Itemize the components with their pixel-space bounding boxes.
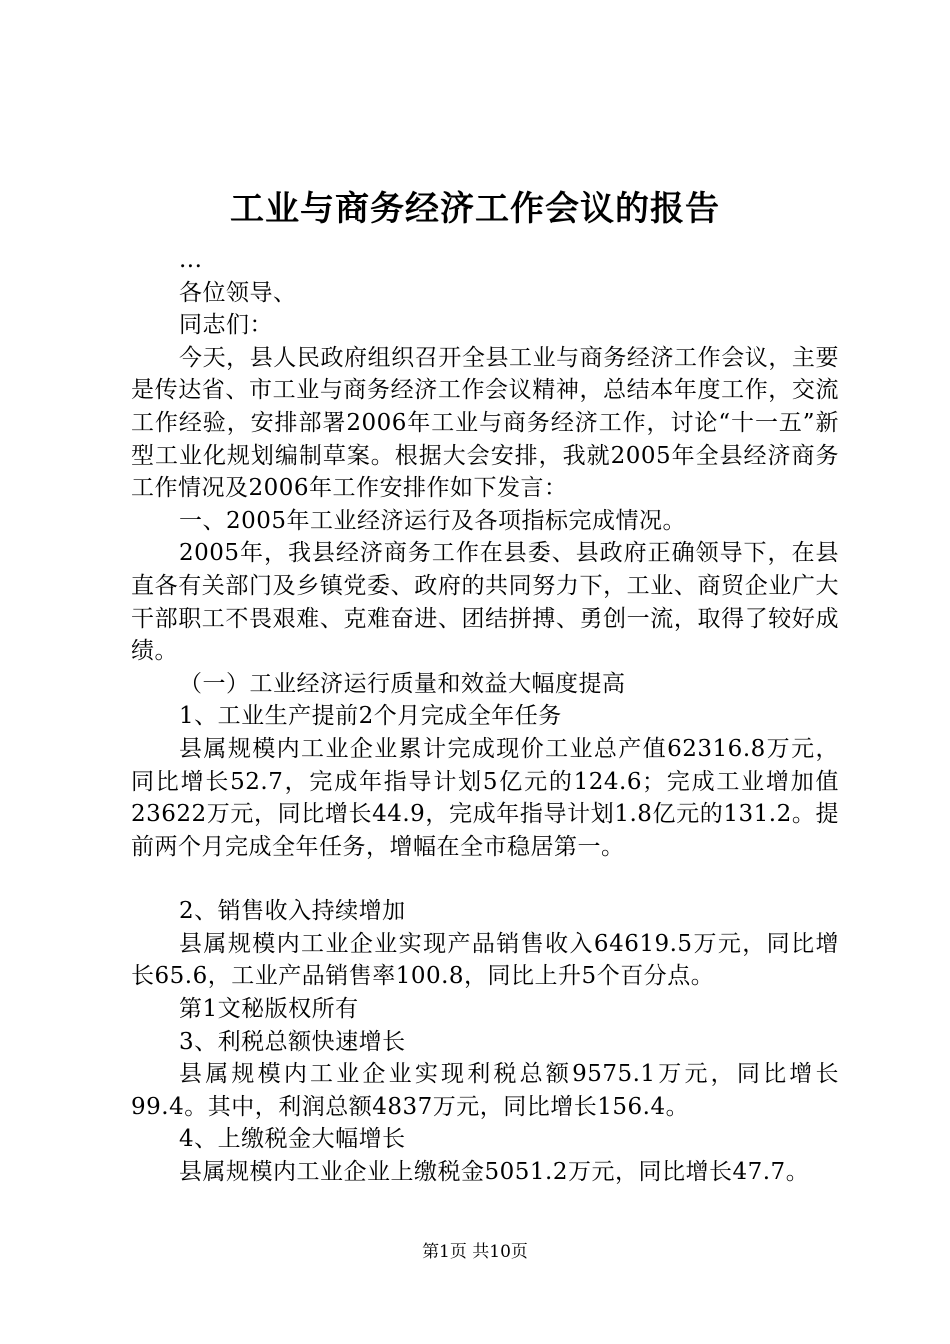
item-3-title: 3、利税总额快速增长 bbox=[179, 1028, 406, 1055]
intro-paragraph: 今天，县人民政府组织召开全县工业与商务经济工作会议，主要是传达省、市工业与商务经济工作会议精神，总结本年度工作，交流工作经验，安排部署2006年工业与商务经济工作，讨论“十一五”新型工业化规划编制草案。根据大会安排，我就2005年全县经济商务工作情况及2006年工作安排作如下发言： bbox=[131, 344, 839, 502]
item-4-title: 4、上缴税金大幅增长 bbox=[179, 1126, 406, 1153]
item-2-text: 县属规模内工业企业实现产品销售收入64619.5万元，同比增长65.6，工业产品销售率100.8，同比上升5个百分点。 bbox=[131, 930, 839, 990]
watermark-line: 第1文秘版权所有 bbox=[179, 996, 359, 1023]
salutation-leaders: 各位领导、 bbox=[179, 279, 297, 306]
paragraph-2005: 2005年，我县经济商务工作在县委、县政府正确领导下，在县直各有关部门及乡镇党委、政府的共同努力下，工业、商贸企业广大干部职工不畏艰难、克难奋进、团结拼搏、勇创一流，取得了较好成绩。 bbox=[131, 540, 839, 665]
paragraph-gap bbox=[131, 863, 839, 895]
ellipsis-line: ... bbox=[179, 247, 203, 273]
item-4-text: 县属规模内工业企业上缴税金5051.2万元，同比增长47.7。 bbox=[179, 1159, 810, 1186]
item-2-title: 2、销售收入持续增加 bbox=[179, 898, 406, 925]
item-3-text: 县属规模内工业企业实现利税总额9575.1万元，同比增长99.4。其中，利润总额4837万元，同比增长156.4。 bbox=[131, 1061, 839, 1120]
section-heading-1: 一、2005年工业经济运行及各项指标完成情况。 bbox=[179, 507, 687, 534]
document-title: 工业与商务经济工作会议的报告 bbox=[230, 189, 720, 229]
salutation-comrades: 同志们： bbox=[179, 312, 273, 339]
item-1-title: 1、工业生产提前2个月完成全年任务 bbox=[179, 703, 562, 730]
document-body bbox=[131, 244, 839, 1189]
page-footer: 第1页 共10页 bbox=[422, 1242, 528, 1262]
item-1-text: 县属规模内工业企业累计完成现价工业总产值62316.8万元，同比增长52.7，完成年指导计划5亿元的124.6；完成工业增加值23622万元，同比增长44.9，完成年指导计划1.8亿元的131.2。提前两个月完成全年任务，增幅在全市稳居第一。 bbox=[131, 735, 839, 860]
subheading-1: （一）工业经济运行质量和效益大幅度提高 bbox=[179, 670, 626, 697]
